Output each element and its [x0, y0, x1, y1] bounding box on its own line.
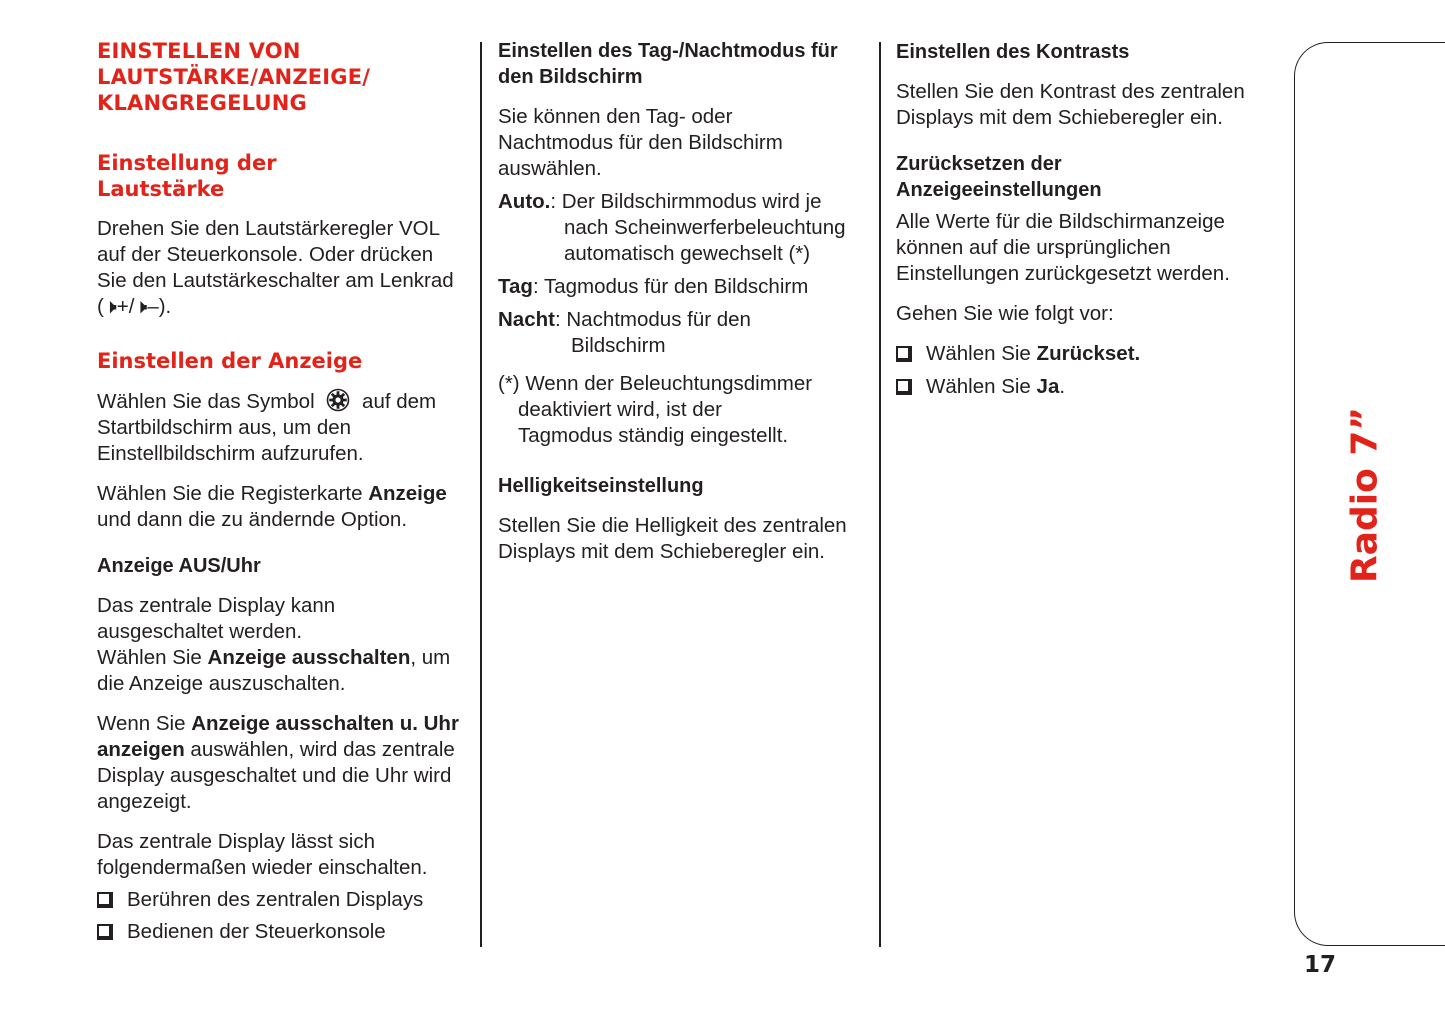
subheading-day-night: Einstellen des Tag-/Nachtmodus für den Bildschirm	[498, 40, 838, 88]
column-divider	[480, 42, 482, 947]
paragraph-display-on: Das zentrale Display lässt sich folgendermaßen wieder einschalten.	[97, 830, 428, 879]
list-item: Bedienen der Steuerkonsole	[97, 919, 467, 945]
option-night: Nacht: Nachtmodus für den Bildschirm	[498, 308, 751, 357]
checkbox-bullet-icon	[896, 346, 910, 360]
list-item: Berühren des zentralen Displays	[97, 887, 467, 913]
subheading-contrast: Einstellen des Kontrasts	[896, 41, 1130, 63]
settings-gear-icon	[326, 388, 350, 412]
chapter-tab-label: Radio 7”	[1344, 406, 1386, 584]
checkbox-bullet-icon	[97, 892, 111, 906]
page-number: 17	[1304, 952, 1337, 978]
paragraph-reset: Alle Werte für die Bildschirmanzeige können auf die ursprünglichen Einstellungen zurückgesetzt werden.	[896, 210, 1230, 285]
column-divider	[879, 42, 881, 947]
subheading-reset: Zurücksetzen der Anzeigeeinstellungen	[896, 153, 1102, 201]
column-right	[896, 36, 1266, 400]
checkbox-bullet-icon	[97, 924, 111, 938]
paragraph-contrast: Stellen Sie den Kontrast des zentralen Displays mit dem Schieberegler ein.	[896, 80, 1245, 129]
section-heading: EINSTELLEN VON LAUTSTÄRKE/ANZEIGE/ KLANGREGELUNG	[97, 39, 371, 115]
column-middle	[498, 36, 858, 565]
option-day: Tag: Tagmodus für den Bildschirm	[498, 275, 809, 298]
list-item: Wählen Sie Zurückset.	[896, 341, 1266, 367]
paragraph-brightness: Stellen Sie die Helligkeit des zentralen Displays mit dem Schieberegler ein.	[498, 514, 847, 563]
subheading-display: Einstellen der Anzeige	[97, 349, 363, 373]
option-auto: Auto.: Der Bildschirmmodus wird je nach Scheinwerferbeleuchtung automatisch gewechselt (*)	[498, 190, 846, 265]
paragraph-display-tab: Wählen Sie die Registerkarte Anzeige und dann die zu ändernde Option.	[97, 482, 447, 531]
list-item: Wählen Sie Ja.	[896, 374, 1266, 400]
footnote: (*) Wenn der Beleuchtungsdimmer deaktiviert wird, ist der Tagmodus ständig eingestellt.	[498, 372, 813, 447]
paragraph-volume: Drehen Sie den Lautstärkeregler VOL auf der Steuerkonsole. Oder drücken Sie den Lautstärkeschalter am Lenkrad (🕨+/🕨–).	[97, 217, 454, 318]
paragraph-day-night: Sie können den Tag- oder Nachtmodus für den Bildschirm auswählen.	[498, 105, 783, 180]
checkbox-bullet-icon	[896, 379, 910, 393]
column-left	[97, 36, 467, 945]
subheading-volume: Einstellung der Lautstärke	[97, 151, 277, 201]
volume-symbols: (🕨+/🕨–).	[97, 295, 172, 318]
paragraph-display-symbol: Wählen Sie das Symbol auf dem Startbildschirm aus, um den Einstellbildschirm aufzurufen.	[97, 390, 437, 465]
paragraph-display-clock: Wenn Sie Anzeige ausschalten u. Uhr anzeigen auswählen, wird das zentrale Display ausgeschaltet und die Uhr wird angezeigt.	[97, 712, 459, 813]
subheading-display-off: Anzeige AUS/Uhr	[97, 555, 261, 577]
paragraph-procedure: Gehen Sie wie folgt vor:	[896, 302, 1114, 325]
subheading-brightness: Helligkeitseinstellung	[498, 475, 704, 497]
paragraph-display-off: Das zentrale Display kann ausgeschaltet werden. Wählen Sie Anzeige ausschalten, um die Anzeige auszuschalten.	[97, 594, 451, 695]
